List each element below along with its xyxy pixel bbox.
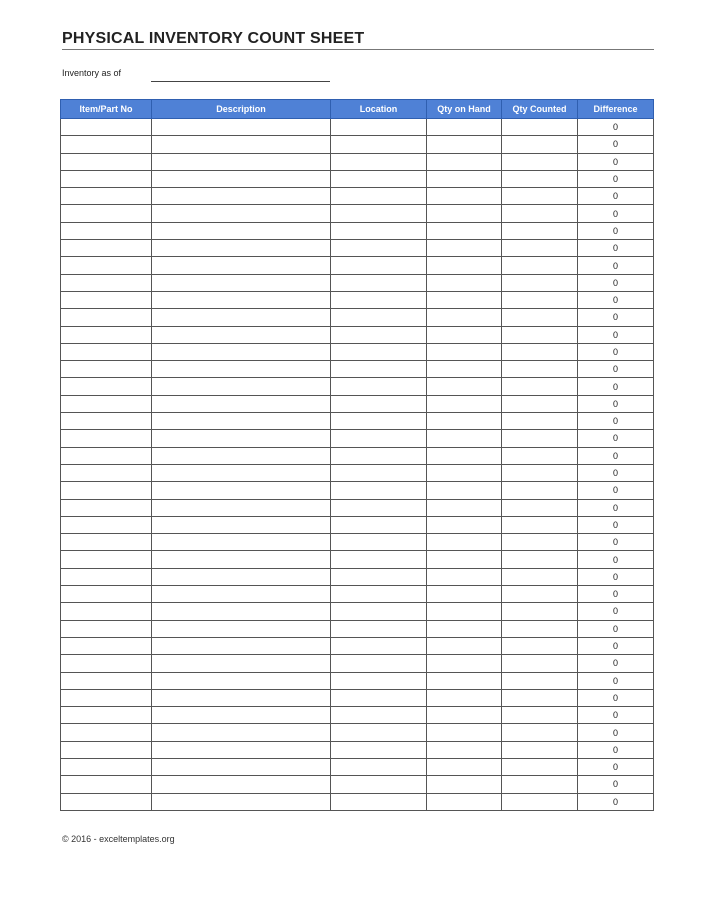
item-part-no-cell[interactable] [61,326,152,343]
qty-counted-cell[interactable] [502,534,578,551]
location-cell[interactable] [331,430,427,447]
item-part-no-cell[interactable] [61,464,152,481]
location-cell[interactable] [331,378,427,395]
description-cell[interactable] [152,119,331,136]
location-cell[interactable] [331,516,427,533]
item-part-no-cell[interactable] [61,793,152,810]
qty-counted-cell[interactable] [502,776,578,793]
location-cell[interactable] [331,758,427,775]
table-row [61,499,654,516]
difference-cell: 0 [578,620,654,637]
table-row [61,637,654,654]
description-cell[interactable] [152,188,331,205]
difference-cell: 0 [578,689,654,706]
location-cell[interactable] [331,482,427,499]
table-row [61,378,654,395]
difference-cell: 0 [578,205,654,222]
table-row [61,170,654,187]
qty-counted-cell[interactable] [502,724,578,741]
table-row [61,395,654,412]
qty-on-hand-cell[interactable] [427,413,502,430]
difference-cell: 0 [578,257,654,274]
qty-on-hand-cell[interactable] [427,291,502,308]
description-cell[interactable] [152,637,331,654]
table-row [61,326,654,343]
qty-counted-cell[interactable] [502,188,578,205]
qty-on-hand-cell[interactable] [427,343,502,360]
description-cell[interactable] [152,205,331,222]
description-cell[interactable] [152,776,331,793]
location-cell[interactable] [331,776,427,793]
qty-on-hand-cell[interactable] [427,793,502,810]
description-cell[interactable] [152,603,331,620]
difference-cell: 0 [578,655,654,672]
qty-counted-cell[interactable] [502,378,578,395]
table-row [61,741,654,758]
qty-on-hand-cell[interactable] [427,464,502,481]
table-row [61,136,654,153]
item-part-no-cell[interactable] [61,222,152,239]
qty-counted-cell[interactable] [502,603,578,620]
location-cell[interactable] [331,586,427,603]
location-cell[interactable] [331,707,427,724]
item-part-no-cell[interactable] [61,119,152,136]
qty-counted-cell[interactable] [502,516,578,533]
location-cell[interactable] [331,413,427,430]
qty-counted-cell[interactable] [502,222,578,239]
item-part-no-cell[interactable] [61,343,152,360]
table-row [61,205,654,222]
table-row [61,430,654,447]
difference-cell: 0 [578,516,654,533]
description-cell[interactable] [152,620,331,637]
item-part-no-cell[interactable] [61,153,152,170]
difference-cell: 0 [578,343,654,360]
table-row [61,274,654,291]
description-cell[interactable] [152,240,331,257]
difference-cell: 0 [578,326,654,343]
qty-on-hand-cell[interactable] [427,672,502,689]
item-part-no-cell[interactable] [61,188,152,205]
location-cell[interactable] [331,309,427,326]
qty-on-hand-cell[interactable] [427,222,502,239]
description-cell[interactable] [152,343,331,360]
location-cell[interactable] [331,637,427,654]
qty-counted-cell[interactable] [502,309,578,326]
difference-cell: 0 [578,741,654,758]
table-row [61,586,654,603]
description-cell[interactable] [152,586,331,603]
table-row [61,551,654,568]
location-cell[interactable] [331,361,427,378]
qty-counted-cell[interactable] [502,672,578,689]
difference-cell: 0 [578,188,654,205]
table-header-row [61,100,654,119]
difference-cell: 0 [578,568,654,585]
qty-on-hand-cell[interactable] [427,326,502,343]
qty-on-hand-cell[interactable] [427,136,502,153]
description-cell[interactable] [152,689,331,706]
description-cell[interactable] [152,378,331,395]
qty-counted-cell[interactable] [502,257,578,274]
qty-on-hand-cell[interactable] [427,620,502,637]
difference-cell: 0 [578,482,654,499]
table-row [61,482,654,499]
qty-counted-cell[interactable] [502,395,578,412]
description-cell[interactable] [152,499,331,516]
difference-cell: 0 [578,447,654,464]
qty-counted-cell[interactable] [502,205,578,222]
location-cell[interactable] [331,568,427,585]
qty-on-hand-cell[interactable] [427,534,502,551]
item-part-no-cell[interactable] [61,378,152,395]
location-cell[interactable] [331,395,427,412]
qty-on-hand-cell[interactable] [427,741,502,758]
qty-counted-cell[interactable] [502,464,578,481]
qty-on-hand-cell[interactable] [427,482,502,499]
qty-on-hand-cell[interactable] [427,309,502,326]
qty-on-hand-cell[interactable] [427,361,502,378]
qty-counted-cell[interactable] [502,655,578,672]
description-cell[interactable] [152,741,331,758]
item-part-no-cell[interactable] [61,672,152,689]
qty-on-hand-cell[interactable] [427,378,502,395]
difference-cell: 0 [578,309,654,326]
qty-on-hand-cell[interactable] [427,205,502,222]
difference-cell: 0 [578,136,654,153]
qty-on-hand-cell[interactable] [427,637,502,654]
qty-on-hand-cell[interactable] [427,170,502,187]
qty-on-hand-cell[interactable] [427,586,502,603]
qty-counted-cell[interactable] [502,291,578,308]
item-part-no-cell[interactable] [61,257,152,274]
difference-cell: 0 [578,793,654,810]
qty-on-hand-cell[interactable] [427,603,502,620]
item-part-no-cell[interactable] [61,309,152,326]
item-part-no-cell[interactable] [61,551,152,568]
table-row [61,793,654,810]
location-cell[interactable] [331,603,427,620]
qty-counted-cell[interactable] [502,482,578,499]
location-cell[interactable] [331,326,427,343]
qty-counted-cell[interactable] [502,586,578,603]
item-part-no-cell[interactable] [61,689,152,706]
table-row [61,309,654,326]
qty-counted-cell[interactable] [502,274,578,291]
table-row [61,343,654,360]
qty-counted-cell[interactable] [502,568,578,585]
item-part-no-cell[interactable] [61,620,152,637]
qty-counted-cell[interactable] [502,326,578,343]
description-cell[interactable] [152,551,331,568]
difference-cell: 0 [578,430,654,447]
column-header-item-part-no: Item/Part No [61,100,152,119]
qty-on-hand-cell[interactable] [427,689,502,706]
table-row [61,603,654,620]
qty-counted-cell[interactable] [502,620,578,637]
difference-cell: 0 [578,637,654,654]
column-header-location: Location [331,100,427,119]
location-cell[interactable] [331,724,427,741]
difference-cell: 0 [578,222,654,239]
difference-cell: 0 [578,119,654,136]
item-part-no-cell[interactable] [61,534,152,551]
location-cell[interactable] [331,447,427,464]
description-cell[interactable] [152,430,331,447]
qty-on-hand-cell[interactable] [427,776,502,793]
difference-cell: 0 [578,170,654,187]
item-part-no-cell[interactable] [61,447,152,464]
description-cell[interactable] [152,534,331,551]
qty-counted-cell[interactable] [502,793,578,810]
item-part-no-cell[interactable] [61,741,152,758]
qty-on-hand-cell[interactable] [427,153,502,170]
description-cell[interactable] [152,568,331,585]
qty-on-hand-cell[interactable] [427,447,502,464]
difference-cell: 0 [578,776,654,793]
difference-cell: 0 [578,361,654,378]
description-cell[interactable] [152,724,331,741]
description-cell[interactable] [152,274,331,291]
item-part-no-cell[interactable] [61,430,152,447]
description-cell[interactable] [152,516,331,533]
qty-on-hand-cell[interactable] [427,707,502,724]
qty-on-hand-cell[interactable] [427,655,502,672]
table-row [61,620,654,637]
location-cell[interactable] [331,153,427,170]
table-row [61,689,654,706]
difference-cell: 0 [578,758,654,775]
qty-counted-cell[interactable] [502,170,578,187]
table-row [61,776,654,793]
item-part-no-cell[interactable] [61,776,152,793]
table-row [61,447,654,464]
qty-counted-cell[interactable] [502,343,578,360]
table-row [61,672,654,689]
qty-on-hand-cell[interactable] [427,551,502,568]
location-cell[interactable] [331,464,427,481]
qty-counted-cell[interactable] [502,499,578,516]
difference-cell: 0 [578,724,654,741]
qty-counted-cell[interactable] [502,413,578,430]
qty-on-hand-cell[interactable] [427,240,502,257]
difference-cell: 0 [578,586,654,603]
table-row [61,464,654,481]
item-part-no-cell[interactable] [61,707,152,724]
location-cell[interactable] [331,222,427,239]
item-part-no-cell[interactable] [61,395,152,412]
inventory-as-of-label: Inventory as of [62,68,122,78]
item-part-no-cell[interactable] [61,482,152,499]
location-cell[interactable] [331,741,427,758]
table-row [61,707,654,724]
difference-cell: 0 [578,603,654,620]
table-row [61,568,654,585]
table-row [61,257,654,274]
qty-on-hand-cell[interactable] [427,568,502,585]
item-part-no-cell[interactable] [61,413,152,430]
qty-counted-cell[interactable] [502,707,578,724]
table-row [61,291,654,308]
item-part-no-cell[interactable] [61,516,152,533]
qty-on-hand-cell[interactable] [427,758,502,775]
location-cell[interactable] [331,136,427,153]
table-row [61,534,654,551]
qty-counted-cell[interactable] [502,551,578,568]
qty-counted-cell[interactable] [502,447,578,464]
table-row [61,758,654,775]
table-row [61,222,654,239]
location-cell[interactable] [331,240,427,257]
difference-cell: 0 [578,413,654,430]
description-cell[interactable] [152,447,331,464]
location-cell[interactable] [331,119,427,136]
description-cell[interactable] [152,291,331,308]
qty-on-hand-cell[interactable] [427,274,502,291]
qty-on-hand-cell[interactable] [427,257,502,274]
inventory-date-field[interactable] [151,81,330,82]
item-part-no-cell[interactable] [61,274,152,291]
description-cell[interactable] [152,257,331,274]
qty-on-hand-cell[interactable] [427,395,502,412]
table-row [61,516,654,533]
difference-cell: 0 [578,499,654,516]
location-cell[interactable] [331,170,427,187]
item-part-no-cell[interactable] [61,361,152,378]
location-cell[interactable] [331,274,427,291]
table-row [61,724,654,741]
item-part-no-cell[interactable] [61,499,152,516]
item-part-no-cell[interactable] [61,724,152,741]
description-cell[interactable] [152,309,331,326]
table-row [61,153,654,170]
item-part-no-cell[interactable] [61,170,152,187]
difference-cell: 0 [578,274,654,291]
location-cell[interactable] [331,689,427,706]
description-cell[interactable] [152,672,331,689]
description-cell[interactable] [152,707,331,724]
difference-cell: 0 [578,464,654,481]
difference-cell: 0 [578,534,654,551]
qty-counted-cell[interactable] [502,741,578,758]
description-cell[interactable] [152,170,331,187]
column-header-description: Description [152,100,331,119]
page-title: PHYSICAL INVENTORY COUNT SHEET [62,30,654,50]
item-part-no-cell[interactable] [61,603,152,620]
item-part-no-cell[interactable] [61,637,152,654]
table-row [61,188,654,205]
item-part-no-cell[interactable] [61,240,152,257]
difference-cell: 0 [578,551,654,568]
item-part-no-cell[interactable] [61,758,152,775]
description-cell[interactable] [152,482,331,499]
qty-counted-cell[interactable] [502,240,578,257]
description-cell[interactable] [152,326,331,343]
table-row [61,119,654,136]
footer-copyright: © 2016 - exceltemplates.org [62,834,175,844]
column-header-difference: Difference [578,100,654,119]
description-cell[interactable] [152,395,331,412]
description-cell[interactable] [152,655,331,672]
inventory-table [60,99,654,811]
column-header-qty-counted: Qty Counted [502,100,578,119]
location-cell[interactable] [331,655,427,672]
location-cell[interactable] [331,188,427,205]
qty-counted-cell[interactable] [502,430,578,447]
location-cell[interactable] [331,551,427,568]
location-cell[interactable] [331,672,427,689]
description-cell[interactable] [152,464,331,481]
location-cell[interactable] [331,291,427,308]
qty-on-hand-cell[interactable] [427,430,502,447]
description-cell[interactable] [152,793,331,810]
item-part-no-cell[interactable] [61,205,152,222]
item-part-no-cell[interactable] [61,586,152,603]
qty-counted-cell[interactable] [502,136,578,153]
location-cell[interactable] [331,257,427,274]
location-cell[interactable] [331,534,427,551]
difference-cell: 0 [578,291,654,308]
location-cell[interactable] [331,620,427,637]
description-cell[interactable] [152,222,331,239]
qty-on-hand-cell[interactable] [427,724,502,741]
qty-on-hand-cell[interactable] [427,188,502,205]
difference-cell: 0 [578,672,654,689]
location-cell[interactable] [331,499,427,516]
item-part-no-cell[interactable] [61,655,152,672]
item-part-no-cell[interactable] [61,291,152,308]
description-cell[interactable] [152,361,331,378]
difference-cell: 0 [578,378,654,395]
qty-on-hand-cell[interactable] [427,499,502,516]
qty-counted-cell[interactable] [502,758,578,775]
qty-on-hand-cell[interactable] [427,119,502,136]
qty-counted-cell[interactable] [502,153,578,170]
location-cell[interactable] [331,205,427,222]
qty-on-hand-cell[interactable] [427,516,502,533]
qty-counted-cell[interactable] [502,689,578,706]
qty-counted-cell[interactable] [502,361,578,378]
difference-cell: 0 [578,240,654,257]
difference-cell: 0 [578,707,654,724]
difference-cell: 0 [578,153,654,170]
description-cell[interactable] [152,758,331,775]
description-cell[interactable] [152,153,331,170]
item-part-no-cell[interactable] [61,568,152,585]
location-cell[interactable] [331,343,427,360]
item-part-no-cell[interactable] [61,136,152,153]
column-header-qty-on-hand: Qty on Hand [427,100,502,119]
qty-counted-cell[interactable] [502,637,578,654]
table-row [61,240,654,257]
table-row [61,413,654,430]
table-row [61,361,654,378]
description-cell[interactable] [152,136,331,153]
table-row [61,655,654,672]
qty-counted-cell[interactable] [502,119,578,136]
description-cell[interactable] [152,413,331,430]
difference-cell: 0 [578,395,654,412]
location-cell[interactable] [331,793,427,810]
